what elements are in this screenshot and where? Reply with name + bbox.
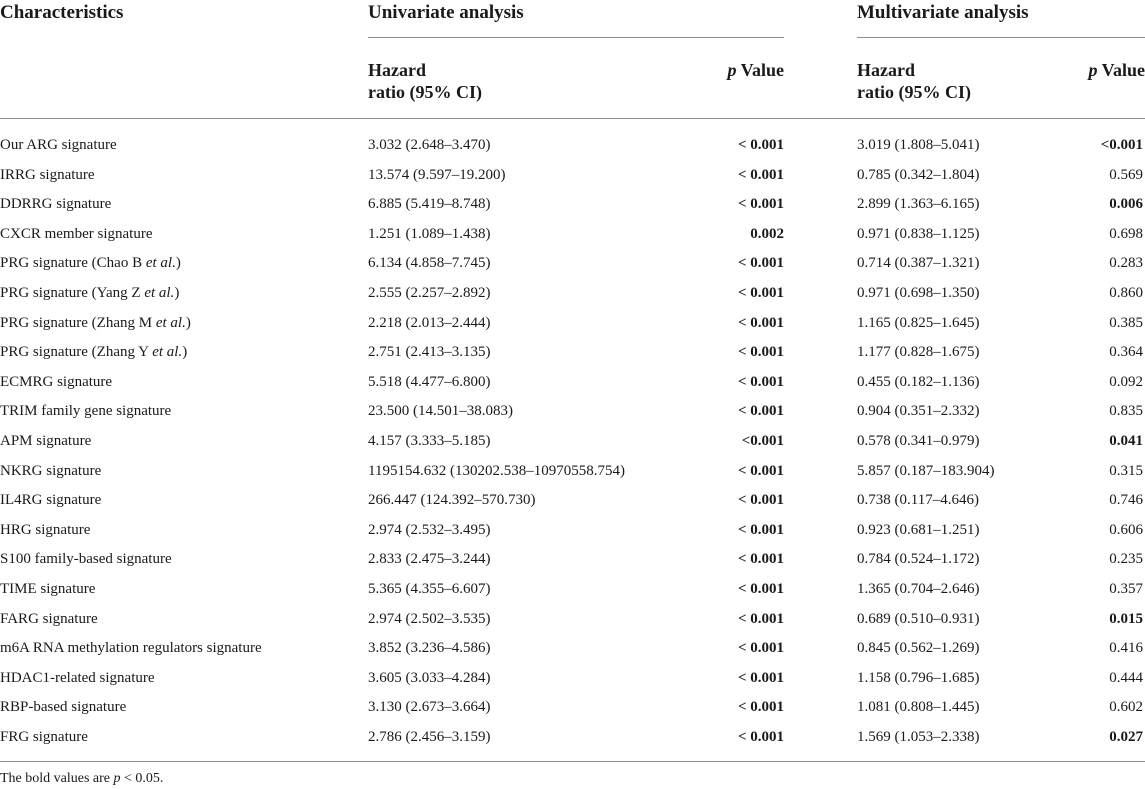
hazard-line-1: Hazard [857,60,915,80]
multivariate-hazard-ratio: 0.578 (0.341–0.979) [857,433,980,449]
univariate-hazard-ratio: 2.833 (2.475–3.244) [368,551,491,567]
univariate-p-value: < 0.001 [737,611,784,627]
table-footnote [0,771,163,787]
multivariate-hazard-ratio: 0.904 (0.351–2.332) [857,403,980,419]
multivariate-hazard-ratio: 0.845 (0.562–1.269) [857,640,980,656]
row-name-pre: PRG signature (Zhang M [0,315,156,331]
univariate-p-value: <0.001 [741,433,784,449]
footnote-post: < 0.05. [120,771,164,786]
p-symbol: p [727,60,737,80]
univariate-hazard-ratio: 6.885 (5.419–8.748) [368,196,491,212]
row-name [0,343,187,361]
multivariate-p-value: 0.416 [1109,640,1143,656]
multivariate-hazard-ratio: 1.365 (0.704–2.646) [857,581,980,597]
univariate-p-value: < 0.001 [737,196,784,212]
univariate-hazard-ratio: 2.751 (2.413–3.135) [368,344,491,360]
row-name-pre: PRG signature (Yang Z [0,285,145,301]
univariate-p-value: 0.002 [750,226,784,242]
multivariate-p-value: 0.364 [1109,344,1143,360]
univariate-p-value: < 0.001 [737,137,784,153]
univariate-p-value: < 0.001 [737,167,784,183]
univariate-hazard-ratio: 5.518 (4.477–6.800) [368,374,491,390]
multivariate-p-value: 0.835 [1109,403,1143,419]
row-name: RBP-based signature [0,699,127,715]
multivariate-p-value: 0.006 [1109,196,1143,212]
univariate-hazard-ratio: 266.447 (124.392–570.730) [368,492,536,508]
p-value-word: Value [1101,60,1145,80]
univariate-p-value: < 0.001 [737,522,784,538]
footnote-pre: The bold values are [0,771,114,786]
row-name: Our ARG signature [0,137,117,153]
univariate-hazard-ratio: 6.134 (4.858–7.745) [368,255,491,271]
multivariate-hazard-ratio: 1.081 (0.808–1.445) [857,699,980,715]
row-name [0,284,179,302]
multivariate-hazard-ratio: 2.899 (1.363–6.165) [857,196,980,212]
row-name-italic: et al. [144,285,175,301]
multivariate-hazard-ratio: 1.569 (1.053–2.338) [857,729,980,745]
multivariate-hazard-ratio: 0.738 (0.117–4.646) [857,492,979,508]
multivariate-p-value: 0.235 [1109,551,1143,567]
hazard-line-1: Hazard [368,60,426,80]
multivariate-p-value: 0.606 [1109,522,1143,538]
univariate-hazard-ratio: 2.974 (2.502–3.535) [368,611,491,627]
row-name: TRIM family gene signature [0,403,172,419]
multivariate-hazard-ratio: 0.784 (0.524–1.172) [857,551,980,567]
row-name-post: ) [185,315,191,331]
multivariate-p-value: 0.092 [1109,374,1143,390]
multivariate-hazard-ratio: 0.785 (0.342–1.804) [857,167,980,183]
row-name: FRG signature [0,729,88,745]
univariate-hazard-ratio: 2.974 (2.532–3.495) [368,522,491,538]
multivariate-p-value: 0.041 [1109,433,1143,449]
row-name [0,254,181,272]
footnote-p-symbol: p [113,771,121,786]
header-characteristics: Characteristics [0,2,124,23]
p-symbol: p [1088,60,1098,80]
univariate-p-value: < 0.001 [737,255,784,271]
row-name: CXCR member signature [0,226,153,242]
multivariate-p-value: 0.698 [1109,226,1143,242]
univariate-hazard-ratio: 1195154.632 (130202.538–10970558.754) [368,463,625,479]
row-name-post: ) [174,285,180,301]
univariate-p-value: < 0.001 [737,315,784,331]
hazard-line-2: ratio (95% CI) [857,82,971,102]
multivariate-hazard-ratio: 0.923 (0.681–1.251) [857,522,980,538]
univariate-p-value: < 0.001 [737,729,784,745]
row-name: IRRG signature [0,167,95,183]
univariate-hazard-ratio: 2.786 (2.456–3.159) [368,729,491,745]
row-name [0,314,191,332]
multivariate-hazard-ratio: 0.455 (0.182–1.136) [857,374,980,390]
univariate-hazard-ratio: 4.157 (3.333–5.185) [368,433,491,449]
multivariate-hazard-ratio: 0.714 (0.387–1.321) [857,255,980,271]
row-name: NKRG signature [0,463,102,479]
multivariate-p-value: 0.569 [1109,167,1143,183]
multivariate-hazard-ratio: 1.165 (0.825–1.645) [857,315,980,331]
row-name: HDAC1-related signature [0,670,155,686]
univariate-hazard-ratio: 2.218 (2.013–2.444) [368,315,491,331]
row-name: TIME signature [0,581,96,597]
row-name: FARG signature [0,611,98,627]
univariate-hazard-ratio: 13.574 (9.597–19.200) [368,167,506,183]
multivariate-p-value: 0.357 [1109,581,1143,597]
row-name-italic: et al. [145,255,176,271]
row-name-italic: et al. [152,344,183,360]
row-name: IL4RG signature [0,492,102,508]
row-name: m6A RNA methylation regulators signature [0,640,262,656]
univariate-p-value: < 0.001 [737,344,784,360]
row-name-post: ) [182,344,188,360]
row-name: APM signature [0,433,92,449]
multivariate-p-value: 0.015 [1109,611,1143,627]
multivariate-p-value: 0.315 [1109,463,1143,479]
row-name-pre: PRG signature (Chao B [0,255,146,271]
multivariate-p-value: <0.001 [1100,137,1143,153]
multivariate-hazard-ratio: 0.971 (0.698–1.350) [857,285,980,301]
univariate-hazard-ratio: 3.852 (3.236–4.586) [368,640,491,656]
univariate-hazard-ratio: 23.500 (14.501–38.083) [368,403,513,419]
row-name-italic: et al. [155,315,186,331]
univariate-hazard-ratio: 3.032 (2.648–3.470) [368,137,491,153]
multivariate-p-value: 0.283 [1109,255,1143,271]
univariate-hazard-ratio: 3.130 (2.673–3.664) [368,699,491,715]
univariate-p-value: < 0.001 [737,374,784,390]
row-name: HRG signature [0,522,91,538]
univariate-p-value: < 0.001 [737,581,784,597]
multivariate-p-value: 0.444 [1109,670,1143,686]
univariate-hazard-ratio: 3.605 (3.033–4.284) [368,670,491,686]
univariate-hazard-ratio: 1.251 (1.089–1.438) [368,226,491,242]
hazard-line-2: ratio (95% CI) [368,82,482,102]
header-multivariate-analysis: Multivariate analysis [857,2,1029,23]
univariate-p-value: < 0.001 [737,551,784,567]
univariate-p-value: < 0.001 [737,285,784,301]
univariate-p-value: < 0.001 [737,670,784,686]
multivariate-p-value: 0.385 [1109,315,1143,331]
header-univariate-analysis: Univariate analysis [368,2,524,23]
multivariate-p-value: 0.027 [1109,729,1143,745]
multivariate-p-value: 0.746 [1109,492,1143,508]
univariate-p-value: < 0.001 [737,463,784,479]
multivariate-p-value: 0.860 [1109,285,1143,301]
univariate-p-value: < 0.001 [737,403,784,419]
multivariate-hazard-ratio: 1.177 (0.828–1.675) [857,344,980,360]
multivariate-hazard-ratio: 5.857 (0.187–183.904) [857,463,995,479]
univariate-p-value: < 0.001 [737,699,784,715]
multivariate-hazard-ratio: 3.019 (1.808–5.041) [857,137,980,153]
row-name-post: ) [175,255,181,271]
univariate-p-value: < 0.001 [737,640,784,656]
multivariate-hazard-ratio: 0.971 (0.838–1.125) [857,226,980,242]
univariate-hazard-ratio: 2.555 (2.257–2.892) [368,285,491,301]
row-name-pre: PRG signature (Zhang Y [0,344,153,360]
p-value-word: Value [740,60,784,80]
row-name: ECMRG signature [0,374,113,390]
univariate-p-value: < 0.001 [737,492,784,508]
row-name: S100 family-based signature [0,551,172,567]
univariate-hazard-ratio: 5.365 (4.355–6.607) [368,581,491,597]
table-bottom-rule [0,761,1145,762]
row-name: DDRRG signature [0,196,112,212]
multivariate-hazard-ratio: 0.689 (0.510–0.931) [857,611,980,627]
multivariate-p-value: 0.602 [1109,699,1143,715]
multivariate-hazard-ratio: 1.158 (0.796–1.685) [857,670,980,686]
